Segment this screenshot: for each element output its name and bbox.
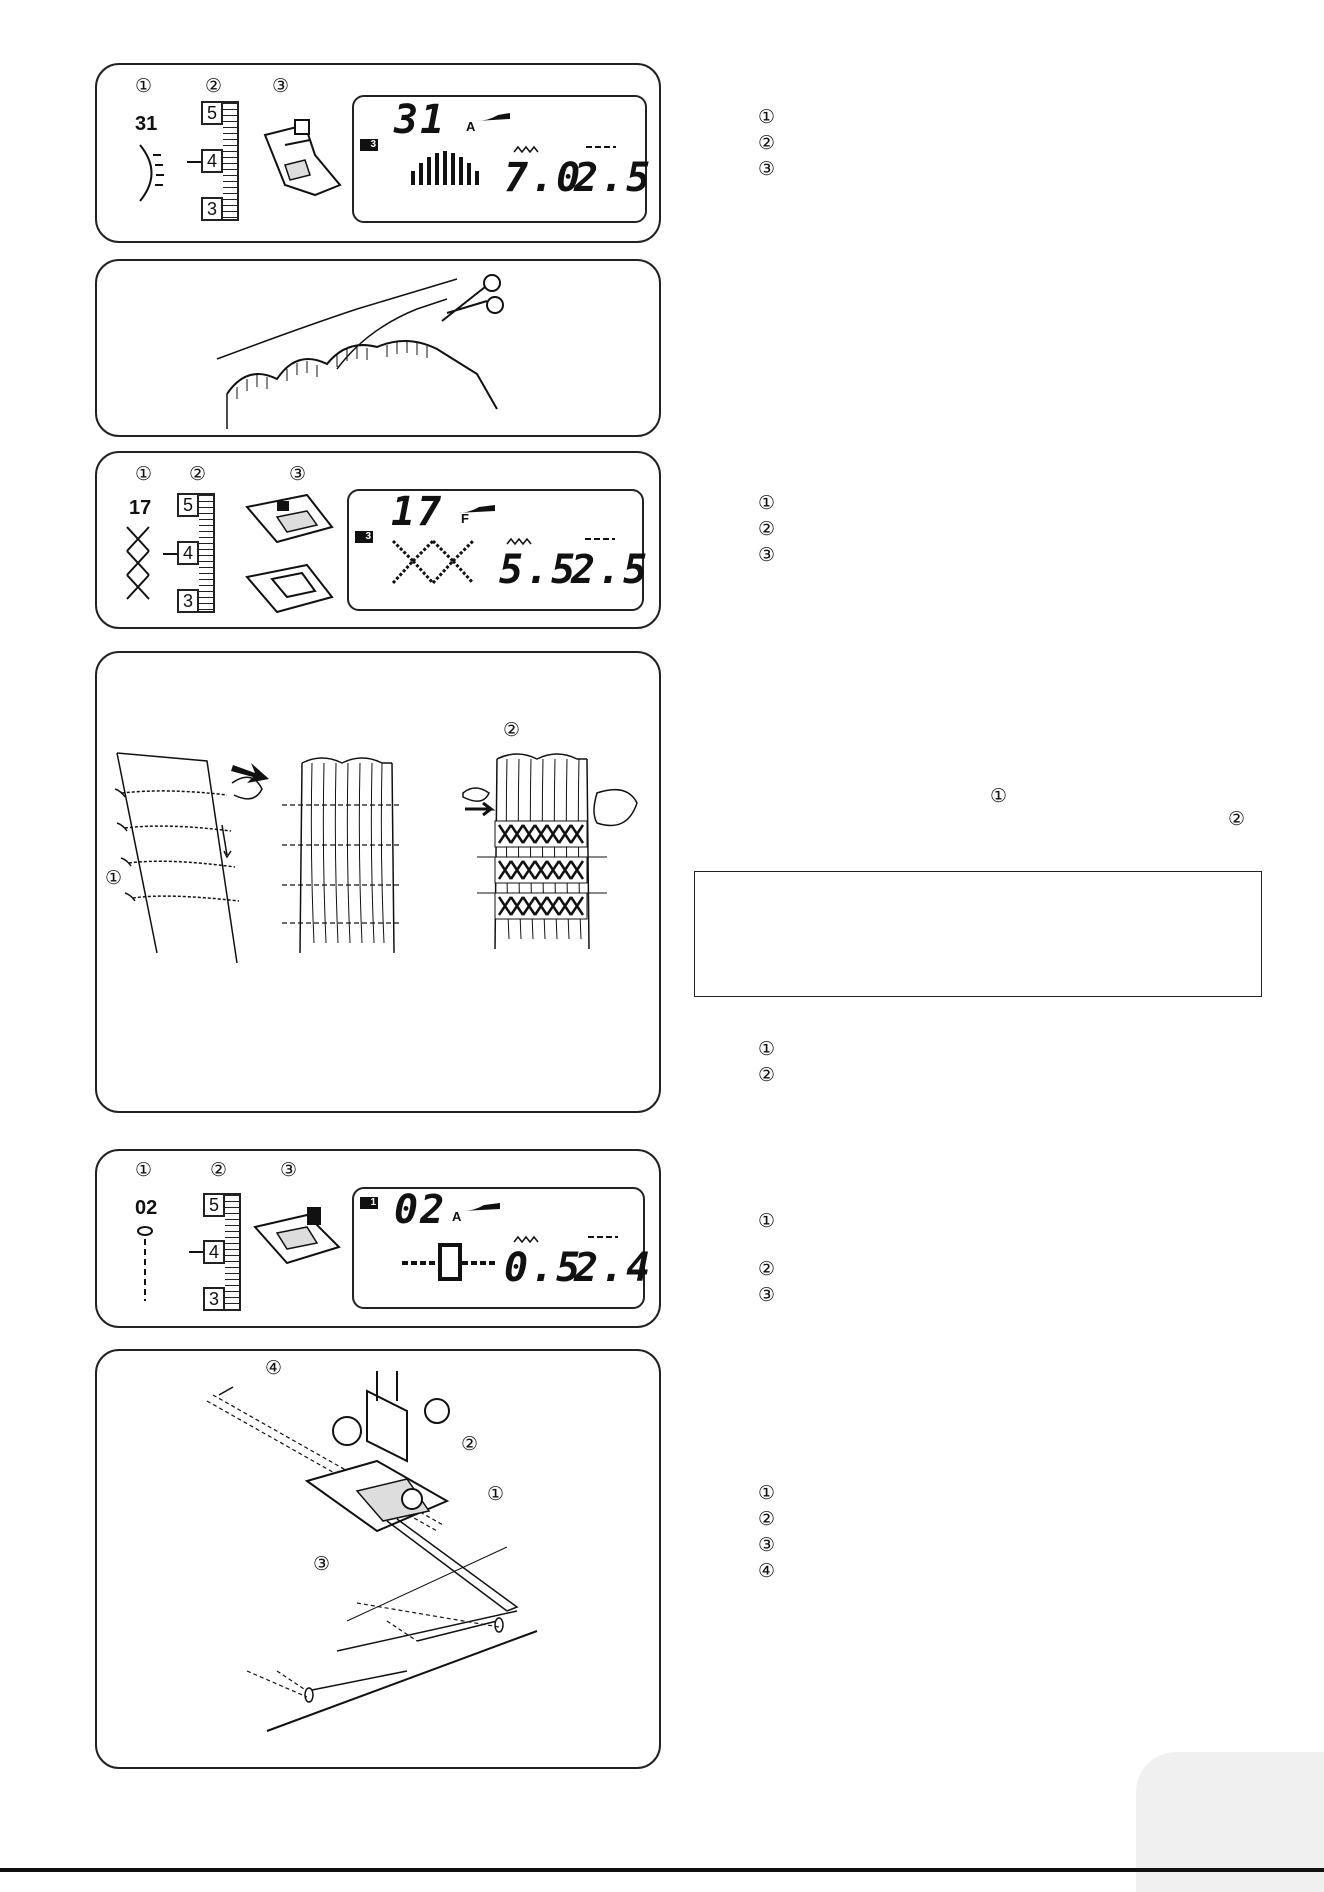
lcd-foot-letter: A <box>466 119 476 134</box>
list-marker: ① <box>758 106 776 128</box>
lcd-display <box>352 95 653 223</box>
callout-3: ③ <box>280 1159 298 1181</box>
width-icon <box>507 537 531 545</box>
dial-scale <box>199 493 215 613</box>
callout-3: ③ <box>289 463 307 485</box>
right-group-1 <box>758 104 775 182</box>
straight-stitch-icon <box>135 1223 157 1303</box>
dial-value-4: 4 <box>177 541 199 565</box>
dial-value-4: 4 <box>203 1240 225 1264</box>
tension-dial <box>177 493 219 613</box>
dial-pointer <box>163 553 177 555</box>
note-box <box>694 871 1262 997</box>
tension-dial <box>201 101 243 221</box>
pattern-number: 17 <box>129 497 152 519</box>
footer-rule <box>0 1868 1324 1872</box>
lcd-width-value: 5.5 <box>499 547 578 593</box>
lcd-length-value: 2.5 <box>574 155 653 201</box>
inline-marker-2: ② <box>1228 808 1246 830</box>
panel-smocking-illustration <box>95 651 661 1113</box>
lcd-length-value: 2.4 <box>574 1245 653 1291</box>
presser-foot-a-icon <box>255 115 345 205</box>
callout-1: ① <box>135 75 153 97</box>
smocked-fabric-illustration <box>437 729 657 969</box>
list-marker: ① <box>758 492 776 514</box>
lcd-mode-tag: 1 <box>360 1197 378 1209</box>
list-marker: ② <box>758 1258 776 1280</box>
dial-value-3: 3 <box>203 1287 225 1311</box>
tension-dial <box>203 1193 245 1311</box>
list-marker: ④ <box>758 1560 776 1582</box>
scissors-icon <box>437 271 507 331</box>
thread-icon <box>457 503 497 515</box>
lcd-pattern-number: 17 <box>391 489 444 535</box>
dial-value-3: 3 <box>201 197 223 221</box>
pintuck-foot-illustration <box>207 1371 567 1751</box>
dial-pointer <box>187 161 201 163</box>
length-icon <box>588 1235 618 1239</box>
list-marker: ② <box>758 518 776 540</box>
hemmer-foot-icon <box>247 1203 347 1273</box>
callout-2: ② <box>503 719 521 741</box>
list-marker: ② <box>758 1064 776 1086</box>
cross-stitch-icon <box>125 525 151 601</box>
gathered-fabric-illustration <box>282 743 412 973</box>
list-marker: ② <box>758 132 776 154</box>
lcd-foot-letter: A <box>452 1209 462 1224</box>
lcd-straight-stitch-icon <box>402 1241 498 1281</box>
callout-3: ③ <box>313 1553 331 1575</box>
callout-2: ② <box>461 1433 479 1455</box>
list-marker: ③ <box>758 1534 776 1556</box>
thread-icon <box>476 111 512 123</box>
lcd-cross-stitch-icon <box>391 539 481 585</box>
callout-2: ② <box>210 1159 228 1181</box>
scallop-stitch-icon <box>135 143 165 203</box>
panel-smocking-stitch <box>95 451 661 629</box>
presser-foot-f-icon <box>237 487 337 547</box>
right-group-4 <box>758 1256 775 1308</box>
panel-scallop-stitch <box>95 63 661 243</box>
lcd-scallop-icon <box>409 147 489 187</box>
panel-straight-stitch <box>95 1149 661 1328</box>
list-marker: ③ <box>758 544 776 566</box>
inline-marker-1: ① <box>990 785 1008 807</box>
dial-scale <box>225 1193 241 1311</box>
list-marker: ① <box>758 1482 776 1504</box>
lcd-pattern-number: 02 <box>394 1187 447 1233</box>
width-icon <box>514 1235 538 1243</box>
callout-2: ② <box>205 75 223 97</box>
callout-2: ② <box>189 463 207 485</box>
lcd-mode-tag: 3 <box>360 139 378 151</box>
dial-pointer <box>189 1251 203 1253</box>
right-group-2 <box>758 490 775 568</box>
dial-value-5: 5 <box>203 1193 225 1217</box>
list-marker: ① <box>758 1210 776 1232</box>
callout-1: ① <box>105 867 123 889</box>
length-icon <box>586 145 616 149</box>
panel-pintuck-illustration <box>95 1349 661 1769</box>
dial-value-3: 3 <box>177 589 199 613</box>
lcd-mode-tag: 3 <box>355 531 373 543</box>
pattern-number: 02 <box>135 1197 158 1219</box>
list-marker: ② <box>758 1508 776 1530</box>
lcd-width-value: 0.5 <box>504 1245 583 1291</box>
dial-value-4: 4 <box>201 149 223 173</box>
callout-3: ③ <box>272 75 290 97</box>
lcd-foot-letter: F <box>461 511 469 526</box>
panel-trimming-illustration <box>95 259 661 437</box>
dial-value-5: 5 <box>201 101 223 125</box>
callout-1: ① <box>487 1483 505 1505</box>
dial-value-5: 5 <box>177 493 199 517</box>
list-marker: ③ <box>758 158 776 180</box>
lcd-display <box>352 1187 653 1309</box>
pull-arrow-icon <box>231 759 271 787</box>
callout-1: ① <box>135 1159 153 1181</box>
list-marker: ③ <box>758 1284 776 1306</box>
presser-foot-f-bottom-icon <box>237 557 337 617</box>
length-icon <box>585 537 615 541</box>
thread-icon <box>462 1201 502 1213</box>
callout-1: ① <box>135 463 153 485</box>
callout-4: ④ <box>265 1357 283 1379</box>
lcd-display <box>347 489 650 611</box>
lcd-width-value: 7.0 <box>504 155 583 201</box>
right-group-5 <box>758 1480 775 1584</box>
lcd-pattern-number: 31 <box>394 97 447 143</box>
right-group-3 <box>758 1036 775 1088</box>
pattern-number: 31 <box>135 113 158 135</box>
list-marker: ① <box>758 1038 776 1060</box>
width-icon <box>514 145 538 153</box>
lcd-length-value: 2.5 <box>571 547 650 593</box>
dial-scale <box>223 101 239 221</box>
